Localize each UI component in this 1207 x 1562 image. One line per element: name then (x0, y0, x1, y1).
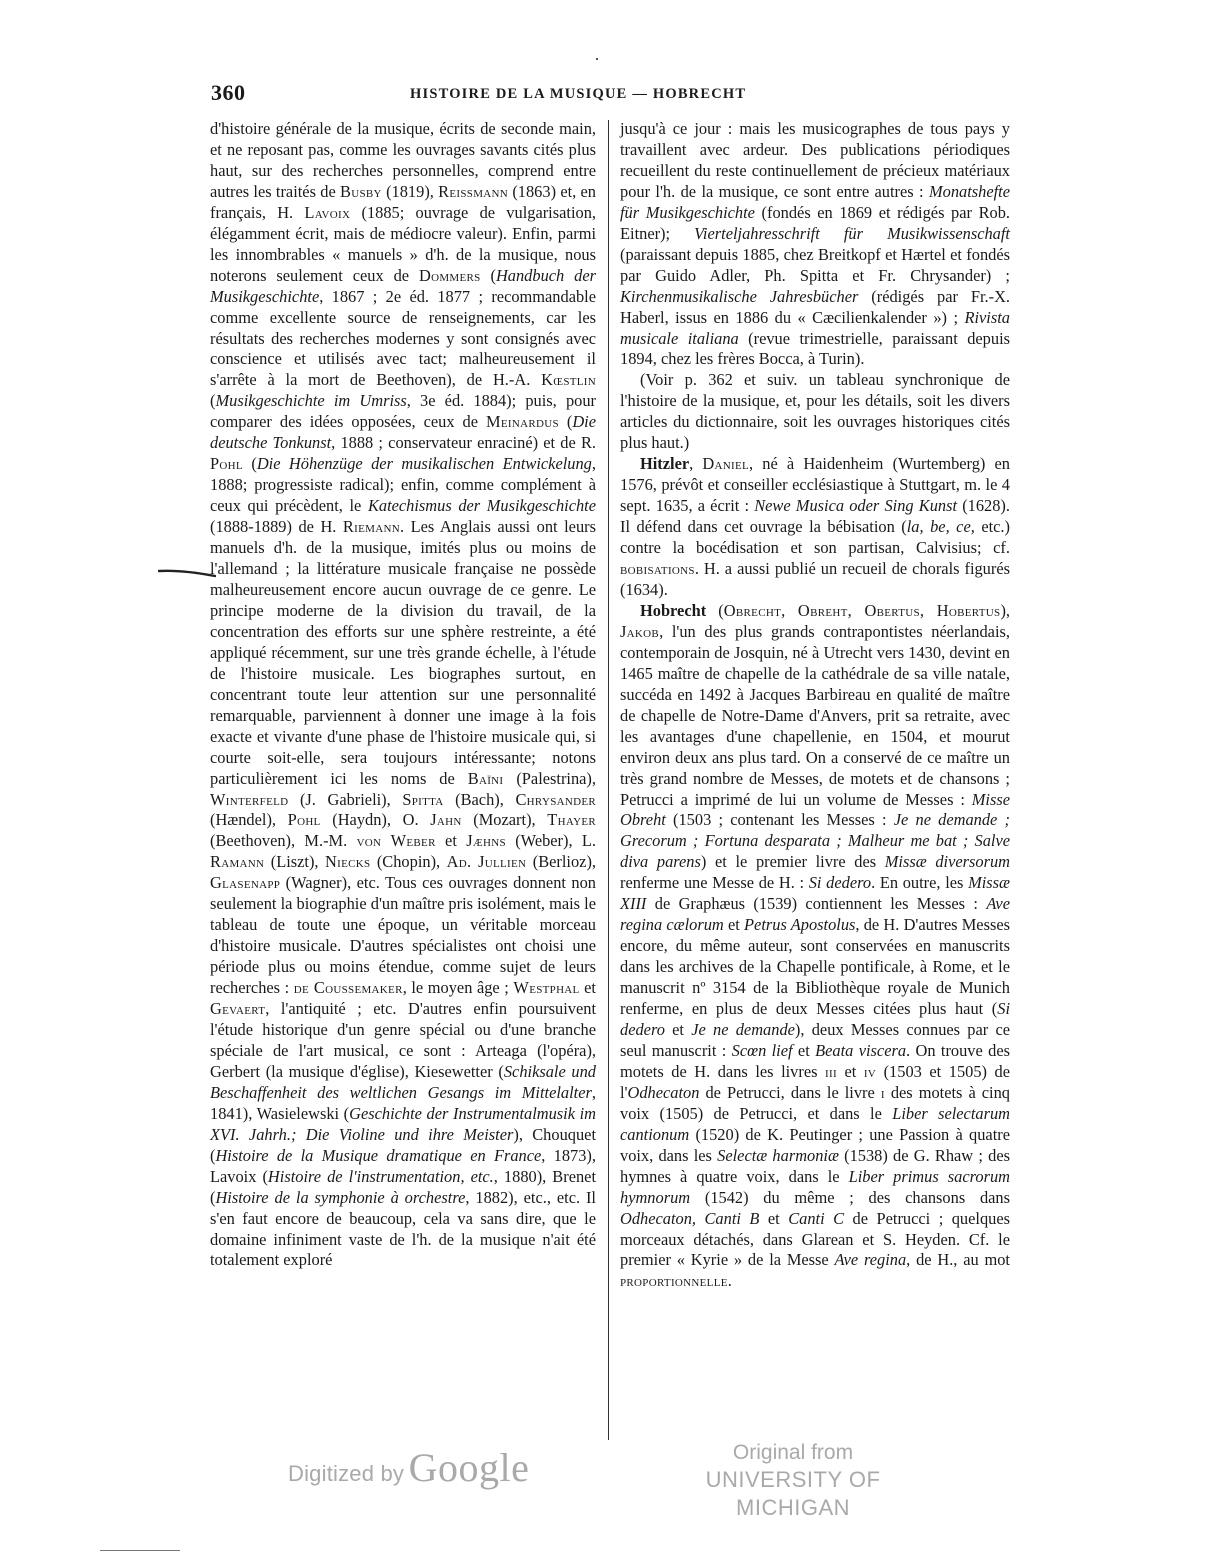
text-run: de Graphæus (1539) contiennent les Messes : (646, 894, 987, 914)
small-caps-name: Jahn (430, 810, 462, 830)
text-run: , 1880), Brenet ( (210, 1166, 596, 1207)
left-column (210, 119, 596, 1271)
italic-text: la, be, ce, (906, 517, 975, 537)
right-paragraph-continuation (620, 119, 1010, 370)
text-run: (Palestrina), (503, 768, 596, 788)
italic-text: Canti C (788, 1208, 845, 1228)
text-run: de Petrucci, dans le livre (699, 1082, 881, 1102)
text-run: , l'un des plus grands contrapontistes néerlandais, contemporain de Josquin, né à Utrecht vers 1430, devint en 1465 maître de chapelle de la cathédrale de sa ville natale, succéda en 1492 à Jacques Barbireau en qualité de maître de chapelle de Notre-Dame d'Anvers, prit sa retraite, avec les avantages d'une chapellenie, en 1504, et mourut environ deux ans plus tard. On a conservé de ce maître un très grand nombre de Messes, de motets et de chansons ; Petrucci a imprimé de lui un volume de Messes : (620, 621, 1010, 809)
text-run: (1819), (381, 181, 439, 201)
italic-text: Die deutsche Tonkunst (210, 412, 597, 453)
small-caps-name: Riemann (342, 517, 400, 537)
text-run: ), deux Messes connues par ce seul manuscrit : (620, 1019, 1011, 1060)
text-run: et (759, 1208, 789, 1228)
small-caps-name: Kœstlin (541, 370, 596, 390)
text-run: , l'antiquité ; etc. D'autres enfin poursuivent l'étude historique d'un genre spécial ou d'une branche spéciale de l'art musical, ce sont : Arteaga (l'opéra), Gerbert (la musique d'église), Kiesewetter ( (210, 999, 596, 1081)
text-run: ), Chouquet ( (210, 1124, 596, 1165)
text-run: , de H. D'autres Messes encore, du même auteur, sont conservées en manuscrits dans les archives de la Chapelle pontificale, à Rome, et le manuscrit nº 3154 de la Bibliothèque royale de Munich renferme, en plus de deux Messes citées plus haut ( (620, 915, 1010, 1019)
italic-text: Scœn lief (731, 1040, 793, 1060)
small-caps-name: Reissmann (438, 181, 509, 201)
text-run: (1520) de K. Peutinger ; une Passion à quatre voix, dans les (620, 1124, 1010, 1165)
text-run: de Petrucci ; quelques morceaux détachés, dans Glarean et S. Heyden. Cf. le premier « Kyrie » de la Messe (620, 1208, 1010, 1270)
italic-text: Handbuch der Musikgeschichte (210, 265, 596, 306)
text-run: (J. Gabrieli), (288, 789, 403, 809)
text-run: et (664, 1019, 692, 1039)
text-run: (1885; ouvrage de vulgarisation, élégamment écrit, mais de médiocre valeur). Enfin, parmi les innombrables « manuels » d'h. de la musique, nous noterons seulement ceux de (210, 202, 596, 285)
original-from-watermark (668, 1440, 918, 1522)
text-run: , né à Haidenheim (Wurtemberg) en 1576, prévôt et conseiller ecclésiastique à Stuttgart, m. le 4 sept. 1635, a écrit : (620, 454, 1010, 516)
text-run: ( (706, 600, 724, 620)
italic-text: Kirchenmusikalische Jahresbücher (620, 286, 859, 306)
small-caps-name: bobisations (620, 559, 695, 579)
small-caps-name: Obrecht, Obreht, Obertus, Hobertus (723, 600, 1001, 620)
italic-text: Si dedero (808, 873, 872, 893)
small-caps-name: Spitta (402, 789, 444, 809)
italic-text: Beata viscera (815, 1040, 907, 1060)
italic-text: Missæ diversorum (884, 852, 1010, 872)
small-caps-name: Ad. Jullien (446, 852, 527, 872)
scan-edge-line (100, 1550, 180, 1551)
text-run: ( (242, 454, 257, 474)
italic-text: Missæ XIII (620, 873, 1010, 914)
small-caps-name: Pohl (287, 810, 321, 830)
text-run: (1503 ; contenant les Messes : (665, 810, 894, 830)
small-caps-name: Niecks (324, 852, 371, 872)
text-run: d'histoire générale de la musique, écrits de seconde main, et ne reposant pas, comme les ouvrages savants cités plus haut, sur des recherches personnelles, comprend entre autres les traités de (210, 119, 596, 201)
italic-text: Odhecaton (627, 1082, 700, 1102)
small-caps-name: Ramann (210, 852, 265, 872)
small-caps-name: de Coussemaker (293, 978, 403, 998)
text-run: renferme une Messe de H. : (620, 873, 809, 893)
italic-text: Liber primus sacrorum hymnorum (620, 1166, 1010, 1207)
italic-text: Newe Musica oder Sing Kunst (754, 496, 958, 516)
small-caps-name: Jakob (620, 621, 660, 641)
italic-text: Monatshefte für Musikgeschichte (620, 181, 1010, 222)
text-run: ( (210, 391, 216, 411)
text-run: . H. a aussi publié un recueil de chorals figurés (1634). (620, 559, 1010, 599)
text-run: et (723, 915, 745, 935)
italic-text: Je ne demande ; Grecorum ; Fortuna desparata ; Malheur me bat ; Salve diva parens (620, 810, 1010, 872)
text-run: (Mozart), (461, 810, 548, 830)
small-caps-name: Busby (340, 181, 382, 201)
digitized-by-text: Digitized by (288, 1461, 405, 1486)
text-run: (1503 et 1505) de l' (620, 1061, 1011, 1102)
small-caps-name: Glasenapp (210, 873, 281, 893)
text-run: (Liszt), (264, 852, 325, 872)
text-run: etc.) contre la bocédisation et son partisan, Calvisius; cf. (620, 517, 1010, 558)
italic-text: Vierteljahresschrift für Musikwissenschaft (694, 223, 1010, 243)
text-run: (1863) et, en français, H. (210, 181, 596, 222)
text-run: (revue trimestrielle, paraissant depuis 1894, chez les frères Bocca, à Turin). (620, 328, 1011, 369)
text-run: et (836, 1061, 864, 1081)
text-run: , 3e éd. 1884); puis, pour comparer des idées opposées, ceux de (210, 391, 596, 432)
italic-text: Je ne demande (691, 1019, 795, 1039)
small-caps-name: i (880, 1082, 885, 1102)
text-run: , 1882), etc., etc. Il s'en faut encore de beaucoup, cela va sans dire, que le domaine infiniment vaste de l'h. de la musique n'ait été totalement exploré (210, 1187, 596, 1270)
italic-text: Misse Obreht (620, 789, 1010, 830)
google-logo-text: Google (408, 1445, 530, 1490)
running-title: HISTOIRE DE LA MUSIQUE — HOBRECHT (410, 86, 747, 102)
entry-headword: Hobrecht (640, 600, 707, 620)
italic-text: Petrus Apostolus (744, 915, 856, 935)
italic-text: Odhecaton, Canti B (620, 1208, 760, 1228)
entry-hobrecht (620, 601, 1010, 1292)
italic-text: Ave regina (834, 1250, 907, 1270)
entry-headword: Hitzler (640, 454, 690, 474)
text-run: (Hændel), (210, 810, 288, 830)
right-column (620, 119, 1010, 1292)
small-caps-name: Baïni (467, 768, 504, 788)
italic-text: Rivista musicale italiana (620, 307, 1010, 348)
text-run: . On trouve des motets de H. dans les livres (620, 1040, 1010, 1081)
text-run: (1628). Il défend dans cet ouvrage la bébisation ( (620, 496, 1010, 537)
text-run: ), (1000, 600, 1010, 620)
small-caps-name: Jæhns (466, 831, 506, 851)
text-run: , 1888 ; conservateur enraciné) et de R. (331, 433, 597, 453)
text-run: et (579, 978, 596, 998)
text-run: (Voir p. 362 et suiv. un tableau synchronique de l'histoire de la musique, et, pour les détails, soit les divers articles du dictionnaire, soit les ouvrages historiques cités plus haut.) (620, 370, 1010, 453)
text-run: (Beethoven), M.-M. (210, 831, 357, 851)
page-number: 360 (211, 80, 246, 105)
small-caps-name: iv (863, 1061, 877, 1081)
small-caps-name: Thayer (547, 810, 596, 830)
text-run: ( (558, 412, 573, 432)
text-run: , 1888; progressiste radical); enfin, comme complément à ceux qui précèdent, le (210, 454, 596, 516)
scan-speck (596, 58, 598, 60)
text-run: . (727, 1271, 732, 1291)
text-run: , 1841), Wasielewski ( (210, 1082, 596, 1123)
small-caps-name: Westphal (513, 978, 580, 998)
italic-text: Katechismus der Musikgeschichte (367, 496, 596, 516)
small-caps-name: Winterfeld (210, 789, 289, 809)
left-paragraph-1 (210, 119, 596, 1271)
small-caps-name: proportionnelle (620, 1271, 728, 1291)
small-caps-name: Dommers (418, 265, 481, 285)
text-run: , de H., au mot (906, 1250, 1010, 1270)
text-run: . Les Anglais aussi ont leurs manuels d'h. de la musique, imités plus ou moins de l'allemand ; la littérature musicale française ne possède malheureusement encore aucun ouvrage de ce genre. Le principe moderne de la division du travail, de la concentration des efforts sur une sphère restreinte, a été appliqué récemment, sur une très grande échelle, à l'étude de l'histoire musicale. Les biographes surtout, en concentrant toute leur attention sur une personnalité remarquable, parviennent à donner une image à la fois exacte et vivante d'une phase de l'histoire musicale qui, si courte soit-elle, sera toujours intéressante; notons particulièrement ici les noms de (210, 517, 596, 788)
text-run: (Wagner), etc. Tous ces ouvrages donnent non seulement la biographie d'un maître pris isolément, mais le tableau de toute une époque, un véritable morceau d'histoire musicale. D'autres spécialistes ont choisi une période plus ou moins étendue, comme sujet de leurs recherches : (210, 873, 596, 998)
small-caps-name: von Weber (356, 831, 436, 851)
text-run: (paraissant depuis 1885, chez Breitkopf et Hærtel et fondés par Guido Adler, Ph. Spitta et Fr. Chrysander) ; (620, 244, 1010, 285)
entry-hitzler (620, 454, 1010, 601)
text-run: jusqu'à ce jour : mais les musicographes de tous pays y travaillent avec ardeur. Des publications périodiques recueillent du reste continuellement de précieux matériaux pour l'h. de la musique, ce sont entre autres : (620, 119, 1010, 201)
text-run: , (689, 454, 703, 474)
italic-text: Si dedero (620, 999, 1010, 1039)
italic-text: Histoire de la symphonie à orchestre (215, 1187, 466, 1207)
italic-text: Die Höhenzüge der musikalischen Entwickelung (256, 454, 592, 474)
small-caps-name: Daniel (702, 454, 750, 474)
text-run: des motets à cinq voix (1505) de Petrucci, et dans le (620, 1082, 1010, 1123)
small-caps-name: Lavoix (304, 202, 351, 222)
small-caps-name: Gevaert (210, 999, 266, 1019)
text-run: , le moyen âge ; (402, 978, 514, 998)
text-run: (rédigés par Fr.-X. Haberl, issus en 1886 du « Cæcilienkalender ») ; (620, 286, 1010, 327)
small-caps-name: Chrysander (515, 789, 596, 809)
text-run: . En outre, les (871, 873, 969, 893)
text-run: ) et le premier livre des (700, 852, 885, 872)
small-caps-name: iii (825, 1061, 837, 1081)
text-run: et (435, 831, 467, 851)
digitized-by-watermark (288, 1444, 529, 1491)
text-run: (Haydn), O. (320, 810, 431, 830)
text-run: (fondés en 1869 et rédigés par Rob. Eitner); (620, 202, 1010, 243)
pen-margin-mark (158, 568, 216, 578)
italic-text: Liber selectarum cantionum (620, 1103, 1010, 1144)
text-run: (Chopin), (370, 852, 447, 872)
text-run: et (792, 1040, 816, 1060)
small-caps-name: Pohl (210, 454, 243, 474)
text-run: (1542) du même ; des chansons dans (690, 1187, 1010, 1207)
text-run: , 1873), Lavoix ( (210, 1145, 596, 1186)
small-caps-name: Meinardus (485, 412, 559, 432)
text-run: (Berlioz), (526, 852, 596, 872)
text-run: (Weber), L. (505, 831, 597, 851)
italic-text: Histoire de l'instrumentation, etc. (267, 1166, 494, 1186)
original-from-text: Original from (732, 1441, 854, 1464)
text-run: (1888-1889) de H. (210, 517, 343, 537)
text-run: , 1867 ; 2e éd. 1877 ; recommandable comme excellente source de renseignements, car les résultats des recherches modernes y sont consignés avec conscience et utilisés avec tact; malheureusement il s'arrête à la mort de Beethoven), de H.-A. (210, 286, 596, 390)
italic-text: Ave regina cælorum (620, 894, 1010, 935)
text-run: (1538) de G. Rhaw ; des hymnes à quatre voix, dans le (620, 1145, 1010, 1186)
right-paragraph-note (620, 370, 1010, 454)
italic-text: Selectæ harmoniæ (717, 1145, 839, 1165)
italic-text: Histoire de la Musique dramatique en France (215, 1145, 542, 1165)
italic-text: Geschichte der Instrumentalmusik im XVI. Jahrh.; Die Violine und ihre Meister (210, 1103, 596, 1144)
text-run: (Bach), (443, 789, 516, 809)
university-text: UNIVERSITY OF MICHIGAN (705, 1467, 881, 1520)
italic-text: Schiksale und Beschaffenheit des weltlichen Gesangs im Mittelalter (210, 1061, 596, 1102)
italic-text: Musikgeschichte im Umriss (215, 391, 407, 411)
text-run: ( (480, 265, 496, 285)
column-divider (608, 120, 609, 1440)
